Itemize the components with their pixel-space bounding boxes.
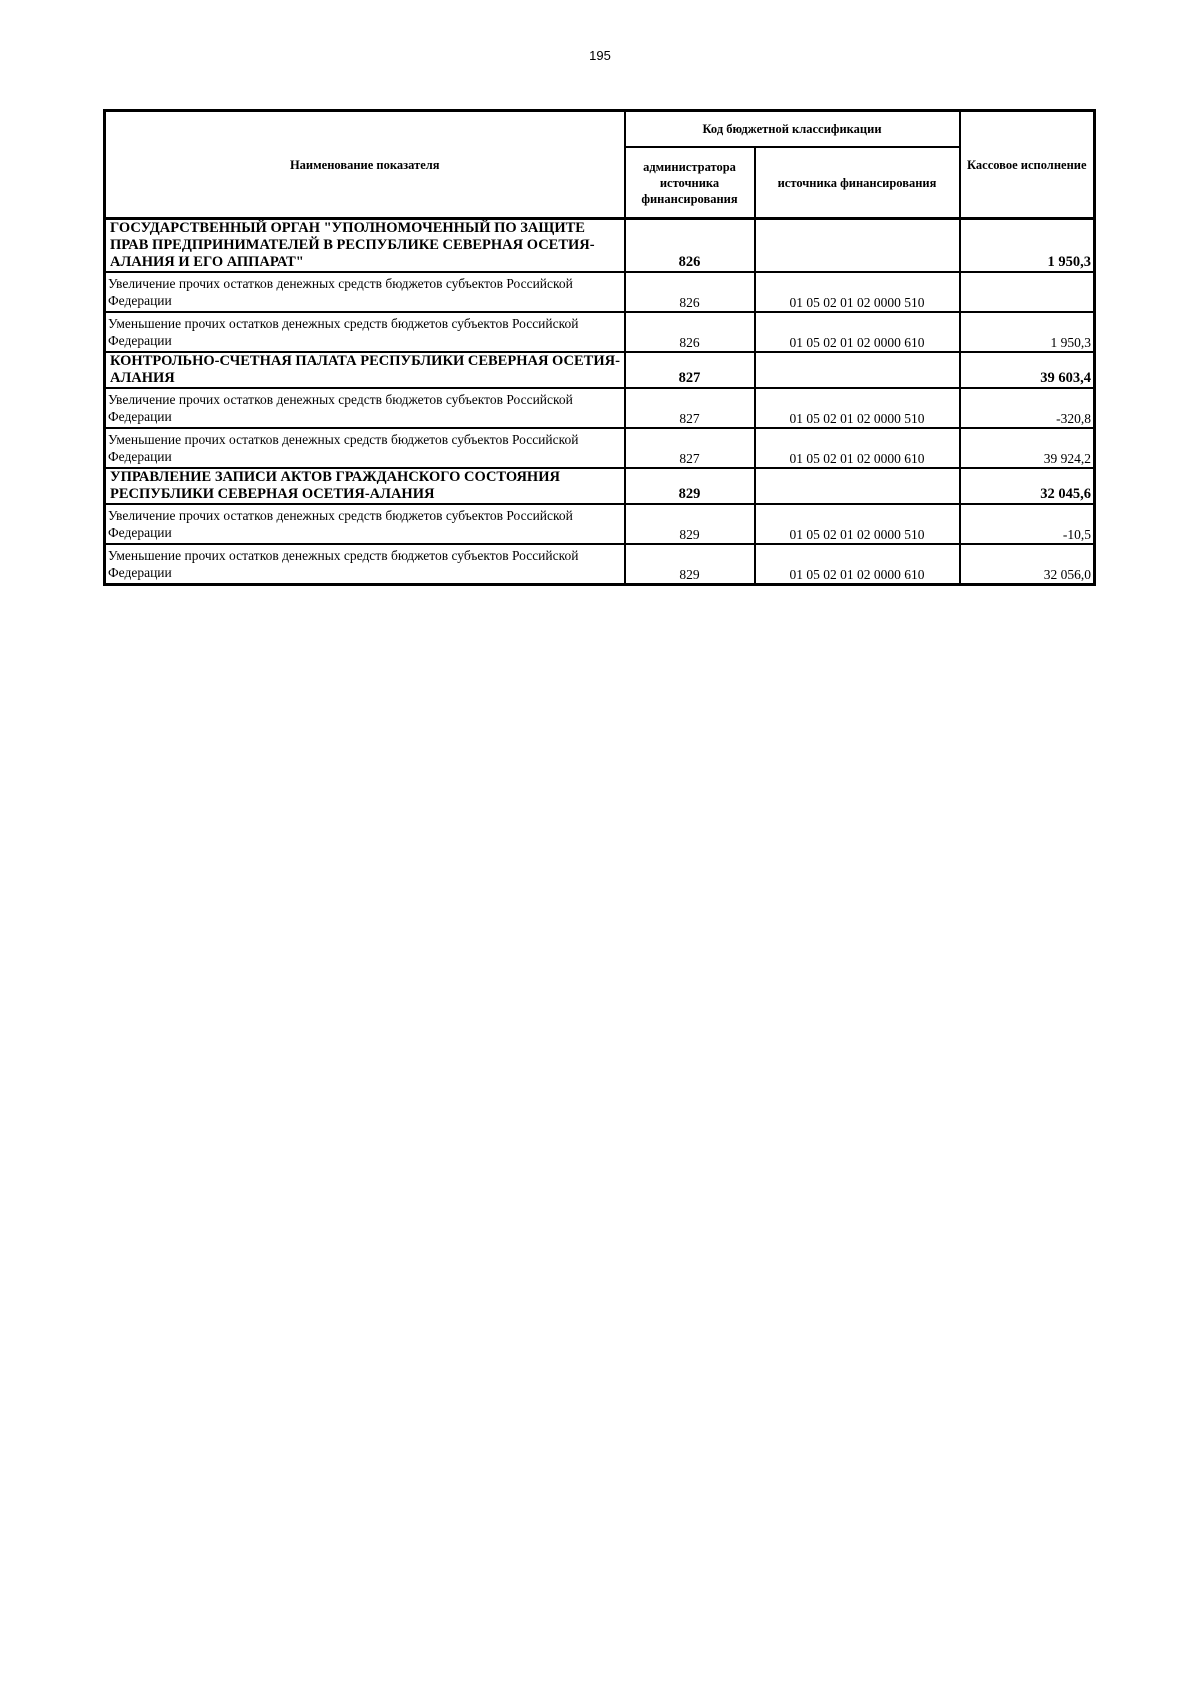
budget-table [103,109,1096,586]
table-row [105,504,1095,544]
table-row-organization [105,468,1095,504]
cell-name: Увеличение прочих остатков денежных средств бюджетов субъектов Российской Федерации [105,272,625,312]
cell-source-code [755,468,960,504]
table-row-organization [105,219,1095,273]
cell-source-code: 01 05 02 01 02 0000 610 [755,544,960,585]
cell-execution-value: -10,5 [960,504,1095,544]
cell-admin-code: 827 [625,428,755,468]
cell-name: Уменьшение прочих остатков денежных средств бюджетов субъектов Российской Федерации [105,544,625,585]
cell-source-code: 01 05 02 01 02 0000 510 [755,272,960,312]
cell-execution-value: 32 045,6 [960,468,1095,504]
cell-name: Увеличение прочих остатков денежных средств бюджетов субъектов Российской Федерации [105,504,625,544]
cell-name: КОНТРОЛЬНО-СЧЕТНАЯ ПАЛАТА РЕСПУБЛИКИ СЕВЕРНАЯ ОСЕТИЯ-АЛАНИЯ [105,352,625,388]
cell-source-code: 01 05 02 01 02 0000 610 [755,312,960,352]
cell-source-code: 01 05 02 01 02 0000 510 [755,504,960,544]
cell-execution-value: 39 603,4 [960,352,1095,388]
cell-execution-value: 39 924,2 [960,428,1095,468]
cell-execution-value: 1 950,3 [960,312,1095,352]
cell-name: Увеличение прочих остатков денежных средств бюджетов субъектов Российской Федерации [105,388,625,428]
cell-admin-code: 829 [625,544,755,585]
cell-admin-code: 826 [625,312,755,352]
table-row [105,312,1095,352]
cell-admin-code: 826 [625,219,755,273]
cell-admin-code: 826 [625,272,755,312]
cell-admin-code: 827 [625,388,755,428]
cell-source-code [755,352,960,388]
header-admin: администратора источника финансирования [625,147,755,219]
table-row [105,388,1095,428]
cell-admin-code: 829 [625,468,755,504]
cell-execution-value [960,272,1095,312]
cell-source-code: 01 05 02 01 02 0000 610 [755,428,960,468]
cell-name: Уменьшение прочих остатков денежных средств бюджетов субъектов Российской Федерации [105,312,625,352]
cell-execution-value: -320,8 [960,388,1095,428]
table-row [105,544,1095,585]
table-body [105,219,1095,585]
cell-execution-value: 1 950,3 [960,219,1095,273]
header-kbk: Код бюджетной классификации [625,111,960,148]
table-header [105,111,1095,219]
cell-source-code: 01 05 02 01 02 0000 510 [755,388,960,428]
cell-admin-code: 829 [625,504,755,544]
cell-source-code [755,219,960,273]
cell-admin-code: 827 [625,352,755,388]
page-number: 195 [589,48,611,63]
table-row [105,272,1095,312]
header-execution: Кассовое исполнение [960,111,1095,219]
cell-name: ГОСУДАРСТВЕННЫЙ ОРГАН "УПОЛНОМОЧЕННЫЙ ПО ЗАЩИТЕ ПРАВ ПРЕДПРИНИМАТЕЛЕЙ В РЕСПУБЛИКЕ СЕВЕРНАЯ ОСЕТИЯ-АЛАНИЯ И ЕГО АППАРАТ" [105,219,625,273]
header-source: источника финансирования [755,147,960,219]
table-row-organization [105,352,1095,388]
table-row [105,428,1095,468]
cell-execution-value: 32 056,0 [960,544,1095,585]
header-name: Наименование показателя [105,111,625,219]
cell-name: Уменьшение прочих остатков денежных средств бюджетов субъектов Российской Федерации [105,428,625,468]
cell-name: УПРАВЛЕНИЕ ЗАПИСИ АКТОВ ГРАЖДАНСКОГО СОСТОЯНИЯ РЕСПУБЛИКИ СЕВЕРНАЯ ОСЕТИЯ-АЛАНИЯ [105,468,625,504]
